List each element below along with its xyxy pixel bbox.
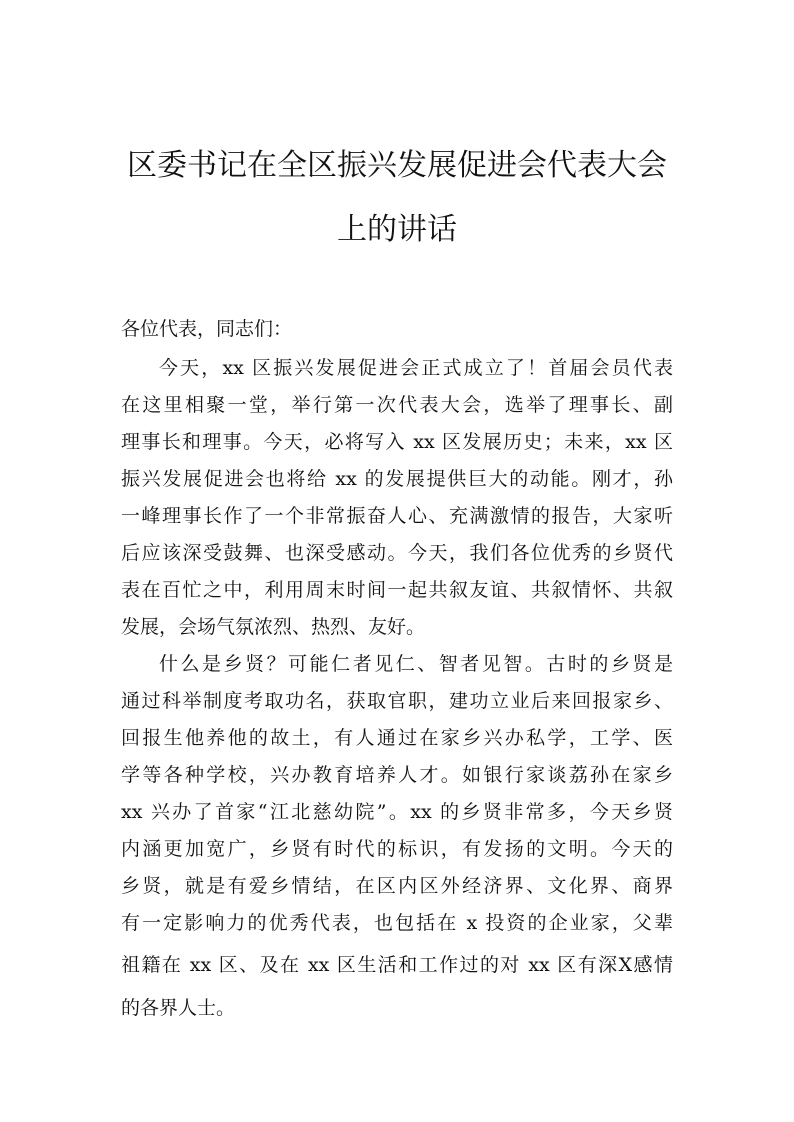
paragraph-line: 理事长和理事。今天，必将写入 xx 区发展历史；未来，xx 区 [121,431,673,453]
paragraph-line: 一峰理事长作了一个非常振奋人心、充满激情的报告，大家听 [121,505,673,527]
paragraph-line: 后应该深受鼓舞、也深受感动。今天，我们各位优秀的乡贤代 [121,542,673,564]
paragraph-line: 内涵更加宽广，乡贤有时代的标识，有发扬的文明。今天的 [121,838,673,860]
paragraph-line: 祖籍在 xx 区、及在 xx 区生活和工作过的对 xx 区有深X感情 [121,954,673,976]
paragraph-line: 振兴发展促进会也将给 xx 的发展提供巨大的动能。刚才，孙 [121,468,673,490]
paragraph-line: 在这里相聚一堂，举行第一次代表大会，选举了理事长、副 [121,394,673,416]
paragraph-line: 什么是乡贤？可能仁者见仁、智者见智。古时的乡贤是 [159,653,673,675]
paragraph-line: 通过科举制度考取功名，获取官职，建功立业后来回报家乡、 [121,690,673,712]
salutation: 各位代表，同志们： [121,318,293,340]
paragraph-line: 的各界人士。 [121,997,236,1019]
paragraph-2 [121,646,673,1027]
paragraph-line: 乡贤，就是有爱乡情结，在区内区外经济界、文化界、商界 [121,875,673,897]
paragraph-line: 今天，xx 区振兴发展促进会正式成立了！首届会员代表 [159,357,673,379]
document-title-line-2: 上的讲话 [337,212,457,247]
paragraph-line: 表在百忙之中，利用周末时间一起共叙友谊、共叙情怀、共叙 [121,579,673,601]
paragraph-line: 学等各种学校，兴办教育培养人才。如银行家谈荔孙在家乡 [121,764,673,786]
document-title-line-1: 区委书记在全区振兴发展促进会代表大会 [127,148,667,183]
paragraph-1 [121,350,673,646]
paragraph-line: xx 兴办了首家“江北慈幼院”。xx 的乡贤非常多，今天乡贤 [121,801,673,823]
paragraph-line: 回报生他养他的故土，有人通过在家乡兴办私学，工学、医 [121,727,673,749]
paragraph-line: 有一定影响力的优秀代表，也包括在 x 投资的企业家，父辈 [121,912,673,934]
paragraph-line: 发展，会场气氛浓烈、热烈、友好。 [121,616,426,638]
